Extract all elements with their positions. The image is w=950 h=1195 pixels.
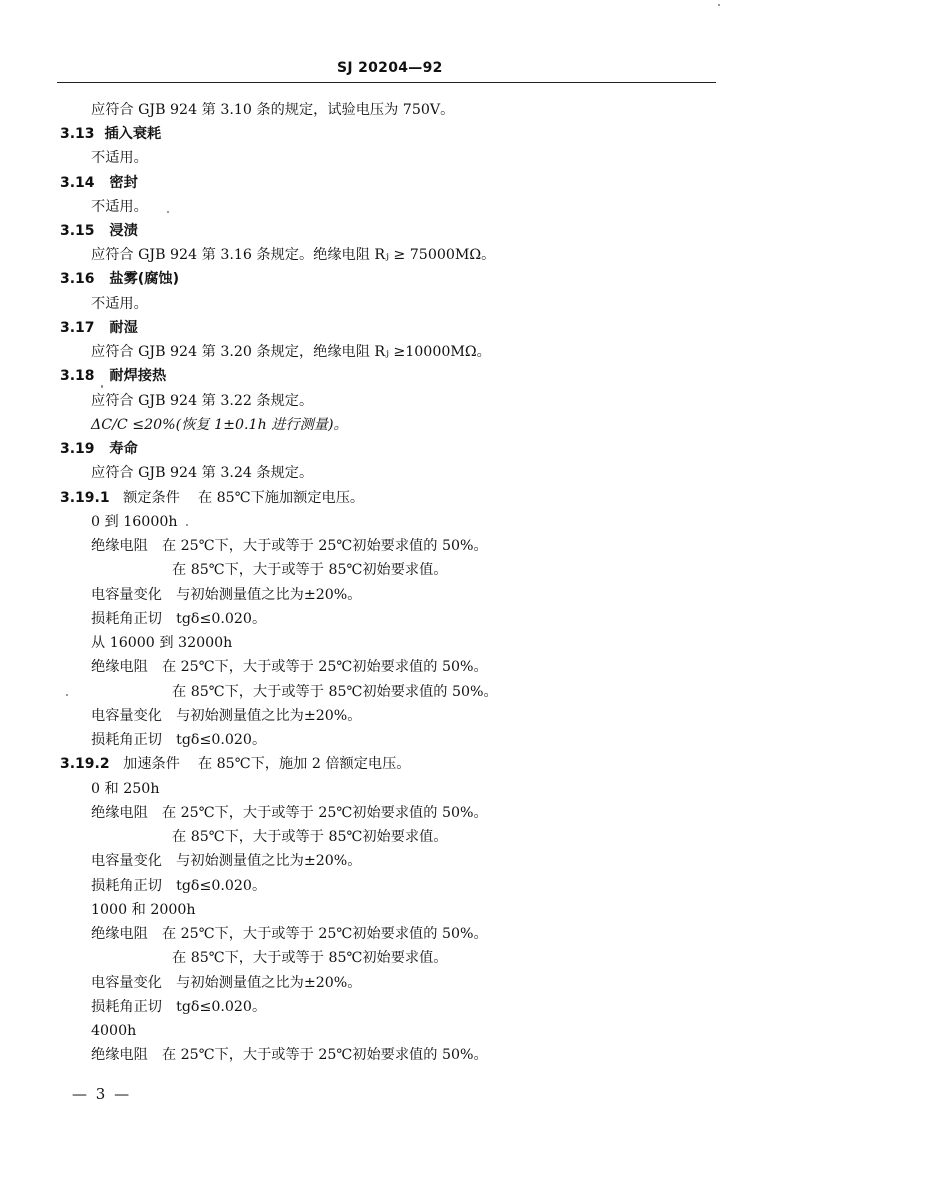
section-3-14 [60, 174, 138, 192]
text-line: 电容量变化 与初始测量值之比为±20%。 [91, 853, 362, 869]
text-line: 电容量变化 与初始测量值之比为±20%。 [91, 975, 362, 991]
text-line: 在 85℃下，大于或等于 85℃初始要求值。 [172, 829, 448, 845]
text-line: 0 到 16000h [91, 514, 178, 530]
section-number: 3.14 [60, 175, 95, 191]
text-line: 从 16000 到 32000h [91, 635, 233, 651]
scan-speck [718, 4, 720, 6]
section-3-19 [60, 440, 138, 458]
text-line: 绝缘电阻 在 25℃下，大于或等于 25℃初始要求值的 50%。 [91, 538, 488, 554]
section-title: 加速条件 [123, 756, 180, 772]
section-3-13 [60, 125, 161, 143]
text-line: 损耗角正切 tgδ≤0.020。 [91, 611, 267, 627]
scan-speck [167, 211, 169, 213]
section-3-15 [60, 222, 138, 240]
text-line: 1000 和 2000h [91, 902, 196, 918]
text-line: 不适用。 [91, 150, 148, 166]
text-line: 电容量变化 与初始测量值之比为±20%。 [91, 708, 362, 724]
section-number: 3.13 [60, 126, 95, 142]
section-title: 浸渍 [109, 223, 138, 239]
text-line: 绝缘电阻 在 25℃下，大于或等于 25℃初始要求值的 50%。 [91, 926, 488, 942]
section-text: 在 85℃下施加额定电压。 [197, 490, 365, 506]
header-rule [57, 82, 716, 83]
section-number: 3.16 [60, 271, 95, 287]
section-3-17 [60, 319, 138, 337]
section-number: 3.17 [60, 320, 95, 336]
section-title: 寿命 [109, 441, 138, 457]
section-title: 插入衰耗 [104, 126, 162, 142]
text-line: 应符合 GJB 924 第 3.24 条规定。 [91, 465, 314, 481]
text-line: 应符合 GJB 924 第 3.20 条规定，绝缘电阻 Rⱼ ≥10000MΩ。 [91, 344, 491, 360]
section-number: 3.15 [60, 223, 95, 239]
text-line: 在 85℃下，大于或等于 85℃初始要求值的 50%。 [172, 684, 498, 700]
text-line: ΔC/C ≤20%(恢复 1±0.1h 进行测量)。 [91, 417, 348, 433]
text-line: 损耗角正切 tgδ≤0.020。 [91, 878, 267, 894]
scan-speck [101, 385, 103, 388]
section-number: 3.19.2 [60, 756, 110, 772]
text-line: 0 和 250h [91, 781, 160, 797]
text-line: 绝缘电阻 在 25℃下，大于或等于 25℃初始要求值的 50%。 [91, 1047, 488, 1063]
text-line: 损耗角正切 tgδ≤0.020。 [91, 732, 267, 748]
text-line: 应符合 GJB 924 第 3.16 条规定。绝缘电阻 Rⱼ ≥ 75000MΩ。 [91, 247, 496, 263]
text-line: 电容量变化 与初始测量值之比为±20%。 [91, 587, 362, 603]
section-title: 盐雾(腐蚀) [109, 271, 180, 287]
scan-speck [186, 524, 188, 526]
section-number: 3.19 [60, 441, 95, 457]
section-title: 额定条件 [123, 490, 180, 506]
text-line: 应符合 GJB 924 第 3.22 条规定。 [91, 393, 314, 409]
text-line: 不适用。 [91, 296, 148, 312]
text-line: 损耗角正切 tgδ≤0.020。 [91, 999, 267, 1015]
section-text: 在 85℃下，施加 2 倍额定电压。 [197, 756, 411, 772]
text-line: 4000h [91, 1023, 137, 1039]
text-line: 在 85℃下，大于或等于 85℃初始要求值。 [172, 950, 448, 966]
section-title: 耐焊接热 [109, 368, 167, 384]
section-title: 耐湿 [109, 320, 138, 336]
section-3-19-2 [60, 755, 411, 773]
text-line: 绝缘电阻 在 25℃下，大于或等于 25℃初始要求值的 50%。 [91, 805, 488, 821]
scan-speck [66, 694, 68, 696]
page-number: — 3 — [72, 1085, 132, 1103]
text-line: 不适用。 [91, 199, 148, 215]
text-line: 绝缘电阻 在 25℃下，大于或等于 25℃初始要求值的 50%。 [91, 659, 488, 675]
section-number: 3.18 [60, 368, 95, 384]
section-3-19-1 [60, 489, 364, 507]
section-number: 3.19.1 [60, 490, 110, 506]
document-code-header: SJ 20204—92 [337, 60, 443, 76]
text-line: 在 85℃下，大于或等于 85℃初始要求值。 [172, 562, 448, 578]
section-3-16 [60, 270, 179, 288]
section-title: 密封 [109, 175, 138, 191]
section-3-18 [60, 367, 166, 385]
text-line: 应符合 GJB 924 第 3.10 条的规定，试验电压为 750V。 [91, 102, 455, 118]
